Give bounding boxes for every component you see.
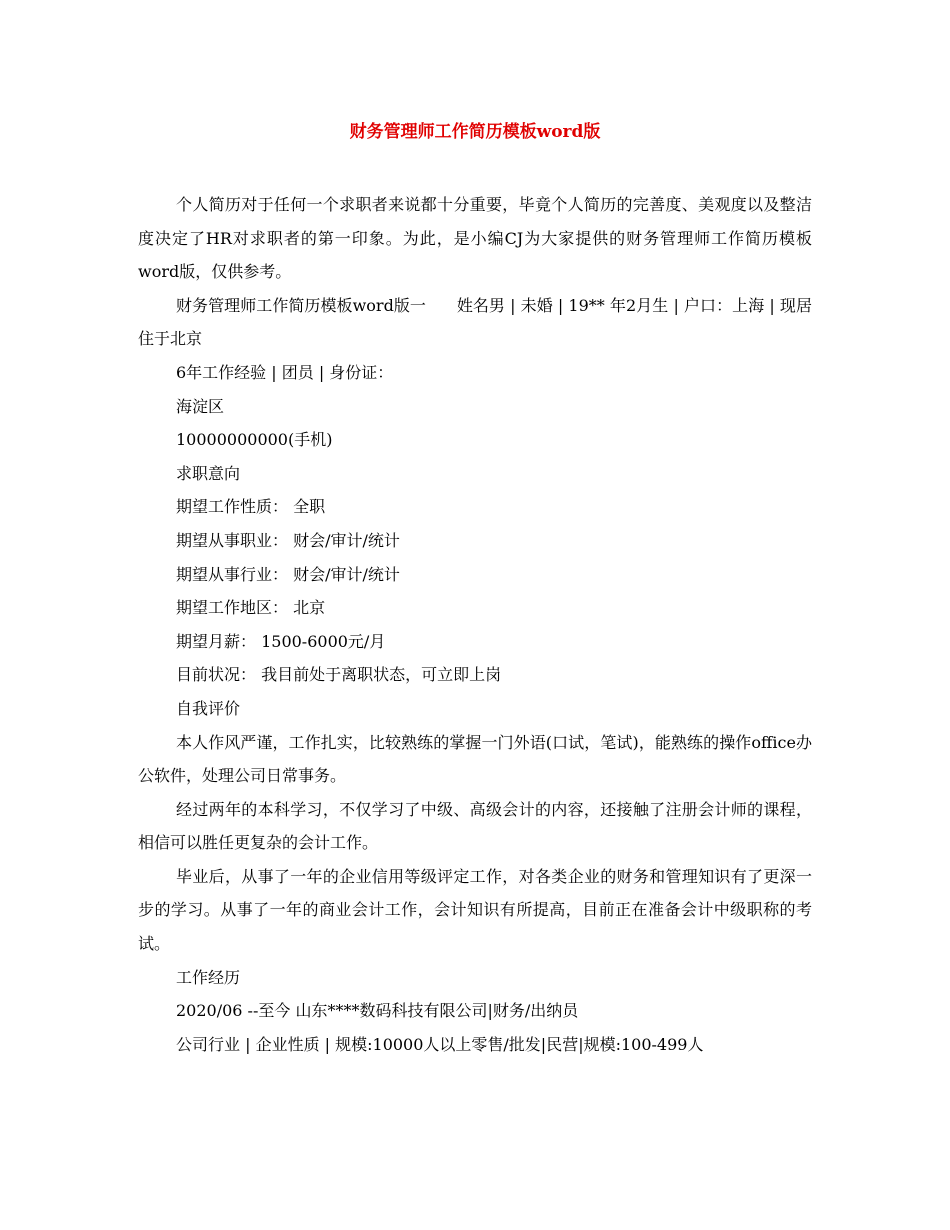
resume-heading-line: 财务管理师工作简历模板word版一 姓名男 | 未婚 | 19** 年2月生 | 户口：上海 | 现居住于北京 [138, 295, 812, 349]
document-page [138, 120, 812, 1061]
self-evaluation-paragraph-1: 本人作风严谨，工作扎实，比较熟练的掌握一门外语(口试，笔试)，能熟练的操作office办公软件，处理公司日常事务。 [138, 732, 812, 786]
experience-line: 6年工作经验 | 团员 | 身份证： [176, 362, 394, 382]
expected-salary: 期望月薪： 1500-6000元/月 [176, 631, 386, 651]
phone-line: 10000000000(手机) [176, 430, 333, 450]
current-status: 目前状况： 我目前处于离职状态，可立即上岗 [176, 665, 502, 685]
expected-industry: 期望从事行业： 财会/审计/统计 [176, 564, 400, 584]
work-history-entry: 2020/06 --至今 山东****数码科技有限公司|财务/出纳员 [176, 1001, 579, 1021]
self-evaluation-paragraph-2: 经过两年的本科学习，不仅学习了中级、高级会计的内容，还接触了注册会计师的课程，相信可以胜任更复杂的会计工作。 [138, 799, 812, 853]
section-self-evaluation: 自我评价 [176, 698, 241, 718]
expected-occupation: 期望从事职业： 财会/审计/统计 [176, 530, 400, 550]
section-work-history: 工作经历 [176, 967, 241, 987]
self-evaluation-paragraph-3: 毕业后，从事了一年的企业信用等级评定工作，对各类企业的财务和管理知识有了更深一步的学习。从事了一年的商业会计工作，会计知识有所提高，目前正在准备会计中级职称的考试。 [138, 866, 812, 954]
company-info-line: 公司行业 | 企业性质 | 规模:10000人以上零售/批发|民营|规模:100-499人 [176, 1034, 704, 1054]
expected-location: 期望工作地区： 北京 [176, 598, 326, 618]
expected-job-type: 期望工作性质： 全职 [176, 497, 326, 517]
section-job-intention: 求职意向 [176, 463, 241, 483]
document-title: 财务管理师工作简历模板word版 [349, 122, 601, 142]
intro-paragraph: 个人简历对于任何一个求职者来说都十分重要，毕竟个人简历的完善度、美观度以及整洁度决定了HR对求职者的第一印象。为此，是小编CJ为大家提供的财务管理师工作简历模板word版，仅供参考。 [138, 195, 812, 282]
district-line: 海淀区 [176, 396, 225, 416]
